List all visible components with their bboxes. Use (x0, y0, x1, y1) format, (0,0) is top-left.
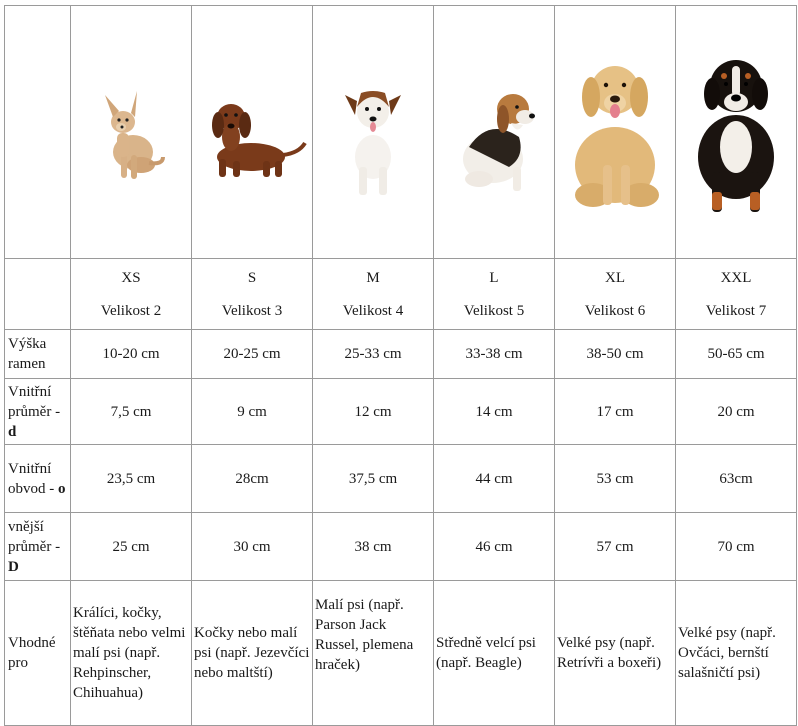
row-label-symbol: D (8, 558, 19, 575)
size-name: Velikost 3 (221, 302, 283, 319)
dog-image-xl (555, 6, 676, 259)
size-code: M (366, 269, 380, 286)
size-cell (555, 259, 676, 330)
size-name: Velikost 4 (342, 302, 404, 319)
table-cell: Králíci, kočky, štěňata nebo velmi malí psi (např. Rehpinscher, Chihuahua) (71, 581, 192, 726)
table-cell: 20 cm (676, 379, 797, 445)
row-label-symbol: o (58, 480, 66, 497)
size-cell (434, 259, 555, 330)
size-cell (676, 259, 797, 330)
table-cell: 53 cm (555, 445, 676, 513)
size-code: XL (605, 269, 625, 286)
size-code: XS (121, 269, 141, 286)
table-cell: 28cm (192, 445, 313, 513)
size-cell (71, 259, 192, 330)
size-name: Velikost 5 (463, 302, 525, 319)
outer-diameter-row (5, 513, 797, 581)
table-cell: 12 cm (313, 379, 434, 445)
inner-circumference-row (5, 445, 797, 513)
table-cell: 10-20 cm (71, 330, 192, 379)
table-cell: 9 cm (192, 379, 313, 445)
size-name: Velikost 6 (584, 302, 646, 319)
table-cell: Středně velcí psi (např. Beagle) (434, 581, 555, 726)
empty-corner-cell (5, 6, 71, 259)
dog-image-l (434, 6, 555, 259)
dog-image-s (192, 6, 313, 259)
row-label-suitable-for: Vhodné pro (5, 581, 71, 726)
dachshund-icon (197, 77, 307, 187)
table-cell: Kočky nebo malí psi (např. Jezevčíci nebo maltští) (192, 581, 313, 726)
table-cell: 57 cm (555, 513, 676, 581)
table-cell: 38-50 cm (555, 330, 676, 379)
row-label-text: Vnitřní průměr - (8, 383, 61, 420)
empty-label-cell (5, 259, 71, 330)
row-label-shoulder-height: Výška ramen (5, 330, 71, 379)
size-cell (313, 259, 434, 330)
table-cell: 25-33 cm (313, 330, 434, 379)
table-cell: 25 cm (71, 513, 192, 581)
inner-diameter-row (5, 379, 797, 445)
shoulder-height-row (5, 330, 797, 379)
table-cell: Malí psi (např. Parson Jack Russel, plemena hraček) (313, 581, 434, 726)
table-cell: 17 cm (555, 379, 676, 445)
golden-retriever-icon (563, 45, 668, 220)
row-label-text: Vnitřní obvod - (8, 460, 55, 497)
dog-image-xxl (676, 6, 797, 259)
table-cell: Velké psy (např. Retrívři a boxeři) (555, 581, 676, 726)
table-cell: 14 cm (434, 379, 555, 445)
table-cell: 20-25 cm (192, 330, 313, 379)
row-label-outer-diameter (5, 513, 71, 581)
row-label-symbol: d (8, 423, 17, 440)
table-cell: 37,5 cm (313, 445, 434, 513)
size-name: Velikost 7 (705, 302, 767, 319)
table-cell: 63cm (676, 445, 797, 513)
row-label-inner-circumference (5, 445, 71, 513)
size-code: S (247, 269, 257, 286)
jack-russell-icon (333, 67, 413, 197)
table-cell: Velké psy (např. Ovčáci, bernští salašničtí psi) (676, 581, 797, 726)
dog-images-row (5, 6, 797, 259)
size-chart-table (4, 5, 797, 726)
table-cell: 23,5 cm (71, 445, 192, 513)
table-cell: 33-38 cm (434, 330, 555, 379)
beagle-icon (439, 67, 549, 197)
table-cell: 46 cm (434, 513, 555, 581)
row-label-inner-diameter (5, 379, 71, 445)
dog-image-xs (71, 6, 192, 259)
table-cell: 44 cm (434, 445, 555, 513)
suitable-for-row (5, 581, 797, 726)
dog-image-m (313, 6, 434, 259)
table-cell: 38 cm (313, 513, 434, 581)
table-cell: 70 cm (676, 513, 797, 581)
bernese-mountain-dog-icon (686, 42, 786, 222)
size-code: XXL (720, 269, 752, 286)
chihuahua-icon (91, 77, 171, 187)
table-cell: 50-65 cm (676, 330, 797, 379)
size-cell (192, 259, 313, 330)
size-name: Velikost 2 (100, 302, 162, 319)
size-names-row (5, 259, 797, 330)
row-label-text: vnější průměr - (8, 518, 61, 555)
size-code: L (489, 269, 499, 286)
table-cell: 30 cm (192, 513, 313, 581)
table-cell: 7,5 cm (71, 379, 192, 445)
